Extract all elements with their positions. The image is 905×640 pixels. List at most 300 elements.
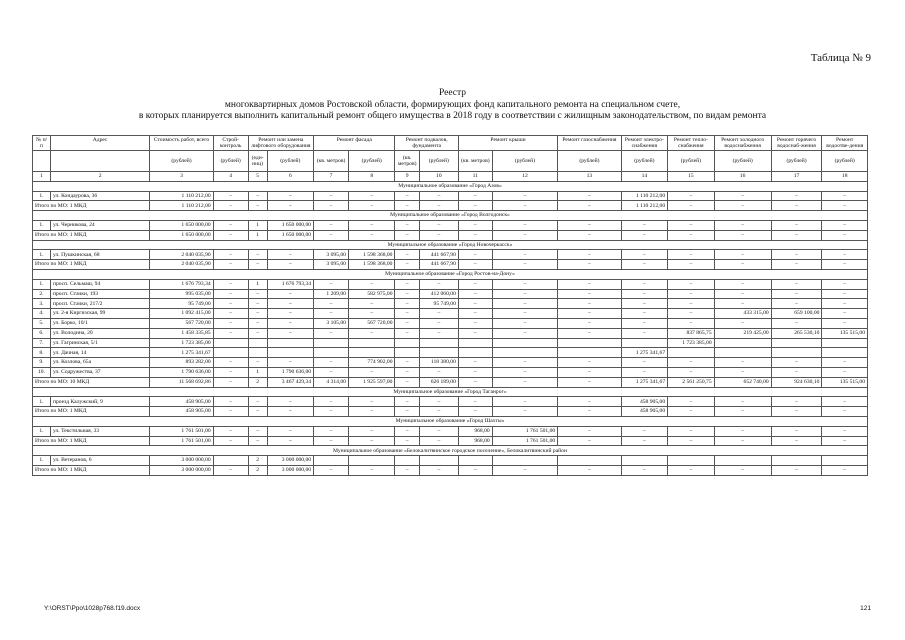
- row-address: ул. Володина, 20: [50, 328, 149, 338]
- table-cell: –: [621, 318, 668, 328]
- municipality-name: Муниципальное образование «Город Новочеркасск»: [33, 240, 868, 250]
- unit-cell: (рублей): [419, 150, 458, 171]
- table-cell: 1: [248, 221, 267, 231]
- total-cell: –: [771, 201, 822, 211]
- table-cell: 3 000 000,00: [267, 456, 314, 466]
- table-cell: –: [395, 191, 419, 201]
- table-cell: –: [668, 397, 715, 407]
- table-cell: [314, 456, 349, 466]
- table-cell: –: [668, 191, 715, 201]
- table-cell: –: [668, 358, 715, 368]
- row-number: 4.: [33, 309, 51, 319]
- table-row: [33, 338, 868, 348]
- table-cell: –: [314, 191, 349, 201]
- total-cell: –: [458, 407, 492, 417]
- table-cell: –: [621, 250, 668, 260]
- table-cell: 995 035,00: [150, 289, 213, 299]
- unit-cell: (кв. метров): [458, 150, 492, 171]
- total-cell: –: [558, 201, 621, 211]
- total-cell: 968,00: [458, 436, 492, 446]
- registry-body: [33, 181, 868, 475]
- table-cell: 1 790 636,00: [150, 367, 213, 377]
- table-cell: –: [558, 309, 621, 319]
- municipality-name: Муниципальное образование «Город Таганрог»: [33, 387, 868, 397]
- row-number: 1.: [33, 279, 51, 289]
- total-cell: –: [771, 260, 822, 270]
- table-cell: –: [558, 397, 621, 407]
- total-cell: –: [419, 436, 458, 446]
- total-cell: 135 515,00: [822, 377, 868, 387]
- table-cell: –: [714, 289, 771, 299]
- table-cell: –: [714, 221, 771, 231]
- total-cell: 2 561 250,75: [668, 377, 715, 387]
- table-cell: –: [348, 191, 395, 201]
- row-number: 2.: [33, 289, 51, 299]
- table-cell: –: [771, 279, 822, 289]
- table-cell: [668, 348, 715, 358]
- table-cell: 774 902,00: [348, 358, 395, 368]
- total-cell: –: [668, 260, 715, 270]
- table-cell: –: [822, 191, 868, 201]
- municipality-section-row: [33, 416, 868, 426]
- total-cell: –: [668, 407, 715, 417]
- table-cell: –: [314, 328, 349, 338]
- municipality-name: Муниципальное образование «Город Волгодонск»: [33, 211, 868, 221]
- total-cell: –: [558, 407, 621, 417]
- total-cell: –: [558, 230, 621, 240]
- column-number: 12: [492, 171, 558, 181]
- table-cell: –: [822, 299, 868, 309]
- table-cell: –: [395, 289, 419, 299]
- table-cell: –: [395, 318, 419, 328]
- total-cell: –: [668, 230, 715, 240]
- column-number: 15: [668, 171, 715, 181]
- total-cell: –: [621, 436, 668, 446]
- table-cell: 1 458 335,85: [150, 328, 213, 338]
- table-cell: [492, 338, 558, 348]
- table-cell: –: [558, 318, 621, 328]
- table-cell: 2: [248, 456, 267, 466]
- table-cell: –: [558, 221, 621, 231]
- repair-registry-table: [32, 135, 868, 476]
- total-cell: –: [771, 407, 822, 417]
- table-cell: 1 761 501,00: [150, 426, 213, 436]
- table-cell: [395, 338, 419, 348]
- header-control: Строй-контроль: [213, 136, 248, 151]
- table-cell: –: [668, 250, 715, 260]
- header-elevator: Ремонт или замена лифтового оборудования: [248, 136, 314, 151]
- total-cell: 11 568 692,86: [150, 377, 213, 387]
- table-cell: [314, 338, 349, 348]
- table-cell: –: [248, 318, 267, 328]
- table-cell: –: [348, 279, 395, 289]
- total-cell: –: [558, 465, 621, 475]
- row-address: ул. Борко, 10/1: [50, 318, 149, 328]
- table-cell: –: [267, 426, 314, 436]
- table-cell: –: [348, 426, 395, 436]
- table-cell: 567 720,00: [348, 318, 395, 328]
- column-number: 18: [822, 171, 868, 181]
- table-cell: –: [492, 299, 558, 309]
- total-cell: –: [458, 201, 492, 211]
- total-cell: –: [458, 377, 492, 387]
- table-cell: –: [248, 289, 267, 299]
- total-label: Итого по МО: 1 МКД: [33, 465, 150, 475]
- table-cell: –: [621, 309, 668, 319]
- unit-cell: (рублей): [150, 150, 213, 171]
- column-numbers-row: [33, 171, 868, 181]
- table-cell: –: [419, 397, 458, 407]
- table-cell: [714, 348, 771, 358]
- header-row: [33, 136, 868, 151]
- header-address: Адрес: [50, 136, 149, 151]
- table-cell: –: [492, 318, 558, 328]
- total-cell: 1 598 368,00: [348, 260, 395, 270]
- table-cell: 95 749,00: [150, 299, 213, 309]
- table-cell: –: [248, 250, 267, 260]
- table-cell: –: [267, 328, 314, 338]
- unit-cell: (рублей): [213, 150, 248, 171]
- total-cell: –: [314, 465, 349, 475]
- unit-cell: (кв. метров): [395, 150, 419, 171]
- total-cell: –: [771, 230, 822, 240]
- total-cell: 1 650 000,00: [267, 230, 314, 240]
- table-cell: 1 676 793,34: [267, 279, 314, 289]
- table-cell: –: [213, 299, 248, 309]
- table-cell: –: [314, 279, 349, 289]
- total-cell: –: [314, 201, 349, 211]
- table-cell: –: [621, 426, 668, 436]
- table-cell: [771, 456, 822, 466]
- total-cell: –: [492, 260, 558, 270]
- row-address: ул. Кондаурова, 36: [50, 191, 149, 201]
- table-cell: –: [248, 299, 267, 309]
- total-cell: –: [558, 377, 621, 387]
- total-cell: –: [248, 407, 267, 417]
- table-number: Таблица № 9: [810, 52, 871, 64]
- table-cell: –: [558, 279, 621, 289]
- table-cell: –: [668, 221, 715, 231]
- header-drainage: Ремонт водоотве-дения: [822, 136, 868, 151]
- table-cell: –: [458, 191, 492, 201]
- unit-cell: (рублей): [771, 150, 822, 171]
- table-cell: [267, 348, 314, 358]
- table-cell: –: [213, 289, 248, 299]
- table-cell: –: [822, 426, 868, 436]
- table-cell: –: [267, 309, 314, 319]
- header-facade: Ремонт фасада: [314, 136, 395, 151]
- table-cell: –: [714, 318, 771, 328]
- total-label: Итого по МО: 1 МКД: [33, 201, 150, 211]
- total-cell: –: [348, 465, 395, 475]
- total-cell: –: [267, 407, 314, 417]
- header-heat: Ремонт тепло-снабжения: [668, 136, 715, 151]
- unit-cell: (рублей): [621, 150, 668, 171]
- total-cell: 1 761 501,00: [150, 436, 213, 446]
- table-cell: –: [458, 250, 492, 260]
- total-cell: –: [213, 201, 248, 211]
- unit-cell: (рублей): [714, 150, 771, 171]
- total-cell: –: [395, 465, 419, 475]
- total-cell: –: [248, 201, 267, 211]
- unit-cell: (рублей): [267, 150, 314, 171]
- table-cell: –: [348, 309, 395, 319]
- table-cell: –: [348, 367, 395, 377]
- title-line-2: многоквартирных домов Ростовской области, формирующих фонд капитального ремонта на специальном счете,: [224, 99, 681, 110]
- table-cell: 3 000 000,00: [150, 456, 213, 466]
- total-cell: –: [348, 407, 395, 417]
- page-number: 121: [860, 605, 871, 612]
- row-number: 3.: [33, 299, 51, 309]
- table-cell: –: [458, 318, 492, 328]
- total-cell: –: [492, 377, 558, 387]
- table-cell: 458 905,00: [150, 397, 213, 407]
- table-cell: [668, 456, 715, 466]
- total-cell: 3 467 429,34: [267, 377, 314, 387]
- municipality-section-row: [33, 446, 868, 456]
- unit-cell: (рублей): [492, 150, 558, 171]
- table-cell: 1 209,00: [314, 289, 349, 299]
- table-cell: [314, 348, 349, 358]
- table-cell: –: [213, 221, 248, 231]
- table-cell: [714, 456, 771, 466]
- total-cell: –: [492, 230, 558, 240]
- table-cell: –: [668, 289, 715, 299]
- total-cell: –: [395, 260, 419, 270]
- total-cell: –: [314, 436, 349, 446]
- table-cell: 458 905,00: [621, 397, 668, 407]
- total-cell: –: [621, 260, 668, 270]
- table-cell: 219 425,00: [714, 328, 771, 338]
- municipality-section-row: [33, 240, 868, 250]
- table-cell: [458, 338, 492, 348]
- table-cell: –: [771, 367, 822, 377]
- table-cell: –: [419, 426, 458, 436]
- table-cell: –: [458, 367, 492, 377]
- table-cell: –: [668, 426, 715, 436]
- table-cell: –: [395, 397, 419, 407]
- table-cell: [822, 348, 868, 358]
- table-cell: [714, 338, 771, 348]
- table-cell: –: [419, 318, 458, 328]
- table-cell: –: [458, 397, 492, 407]
- total-cell: –: [395, 436, 419, 446]
- column-number: 9: [395, 171, 419, 181]
- total-cell: 1 110 212,00: [150, 201, 213, 211]
- municipality-name: Муниципальное образование «Город Азов»: [33, 181, 868, 191]
- table-cell: –: [492, 358, 558, 368]
- table-cell: –: [714, 250, 771, 260]
- table-cell: 441 667,90: [419, 250, 458, 260]
- total-cell: –: [267, 201, 314, 211]
- municipality-section-row: [33, 181, 868, 191]
- table-cell: –: [714, 358, 771, 368]
- table-cell: [458, 348, 492, 358]
- table-cell: 1 790 636,00: [267, 367, 314, 377]
- table-cell: –: [822, 318, 868, 328]
- total-row: [33, 436, 868, 446]
- table-cell: [348, 456, 395, 466]
- table-cell: [267, 338, 314, 348]
- column-number: 10: [419, 171, 458, 181]
- table-cell: –: [248, 358, 267, 368]
- total-cell: 3 000 000,00: [267, 465, 314, 475]
- table-cell: –: [458, 221, 492, 231]
- table-row: [33, 328, 868, 338]
- table-cell: –: [492, 367, 558, 377]
- table-cell: –: [668, 367, 715, 377]
- table-cell: [248, 348, 267, 358]
- total-cell: 1 650 000,00: [150, 230, 213, 240]
- table-cell: –: [492, 328, 558, 338]
- total-cell: –: [419, 201, 458, 211]
- table-row: [33, 279, 868, 289]
- total-cell: 1 110 212,00: [621, 201, 668, 211]
- municipality-section-row: [33, 387, 868, 397]
- table-row: [33, 299, 868, 309]
- table-cell: –: [267, 299, 314, 309]
- municipality-section-row: [33, 269, 868, 279]
- total-cell: –: [248, 260, 267, 270]
- row-address: ул. Ветеранов, 6: [50, 456, 149, 466]
- unit-cell-empty: [33, 150, 51, 171]
- table-cell: –: [714, 367, 771, 377]
- table-cell: –: [822, 397, 868, 407]
- table-cell: –: [558, 289, 621, 299]
- table-cell: 1 275 341,67: [621, 348, 668, 358]
- municipality-name: Муниципальное образование «Город Ростов-на-Дону»: [33, 269, 868, 279]
- total-cell: 1 925 597,00: [348, 377, 395, 387]
- row-number: 8.: [33, 348, 51, 358]
- row-number: 10.: [33, 367, 51, 377]
- total-cell: –: [348, 201, 395, 211]
- table-cell: –: [492, 309, 558, 319]
- row-address: ул. Текстильная, 33: [50, 426, 149, 436]
- table-cell: –: [558, 299, 621, 309]
- total-cell: –: [395, 407, 419, 417]
- total-cell: –: [419, 465, 458, 475]
- row-number: 9.: [33, 358, 51, 368]
- table-cell: [395, 348, 419, 358]
- total-cell: –: [771, 465, 822, 475]
- table-cell: 1 723 385,00: [150, 338, 213, 348]
- total-row: [33, 377, 868, 387]
- table-cell: 1 761 501,00: [492, 426, 558, 436]
- table-cell: –: [668, 309, 715, 319]
- table-cell: –: [213, 328, 248, 338]
- table-cell: –: [668, 299, 715, 309]
- table-cell: [558, 348, 621, 358]
- table-cell: –: [348, 397, 395, 407]
- total-cell: 3 095,00: [314, 260, 349, 270]
- table-cell: –: [419, 279, 458, 289]
- table-cell: –: [395, 309, 419, 319]
- table-cell: 659 100,00: [771, 309, 822, 319]
- total-cell: –: [668, 465, 715, 475]
- table-cell: 893 282,00: [150, 358, 213, 368]
- table-cell: [558, 338, 621, 348]
- total-cell: –: [714, 407, 771, 417]
- total-cell: –: [314, 407, 349, 417]
- table-cell: –: [714, 279, 771, 289]
- table-cell: –: [213, 309, 248, 319]
- table-cell: [348, 348, 395, 358]
- total-cell: 1 761 501,00: [492, 436, 558, 446]
- total-cell: –: [267, 436, 314, 446]
- table-cell: –: [348, 221, 395, 231]
- total-cell: –: [714, 260, 771, 270]
- table-cell: –: [714, 299, 771, 309]
- column-number: 1: [33, 171, 51, 181]
- total-cell: –: [458, 465, 492, 475]
- table-cell: 2 040 035,90: [150, 250, 213, 260]
- table-cell: 3 095,00: [314, 250, 349, 260]
- total-cell: –: [822, 230, 868, 240]
- table-cell: –: [419, 328, 458, 338]
- table-cell: –: [267, 250, 314, 260]
- table-cell: 1 723 385,00: [668, 338, 715, 348]
- table-cell: [822, 338, 868, 348]
- header-gas: Ремонт газоснабжения: [558, 136, 621, 151]
- table-cell: 135 515,00: [822, 328, 868, 338]
- table-cell: –: [395, 367, 419, 377]
- table-cell: [492, 456, 558, 466]
- table-row: [33, 456, 868, 466]
- table-cell: 582 975,00: [348, 289, 395, 299]
- unit-cell: (рублей): [348, 150, 395, 171]
- table-cell: [248, 338, 267, 348]
- table-cell: –: [621, 289, 668, 299]
- table-cell: –: [771, 426, 822, 436]
- table-cell: –: [492, 289, 558, 299]
- table-cell: –: [621, 367, 668, 377]
- table-cell: –: [458, 289, 492, 299]
- table-cell: –: [395, 426, 419, 436]
- table-cell: –: [395, 221, 419, 231]
- column-number: 3: [150, 171, 213, 181]
- row-address: просп. Стачки, 217/2: [50, 299, 149, 309]
- table-cell: [771, 348, 822, 358]
- table-row: [33, 309, 868, 319]
- total-cell: 1: [248, 230, 267, 240]
- table-cell: –: [558, 328, 621, 338]
- unit-cell: (рублей): [668, 150, 715, 171]
- table-cell: –: [558, 250, 621, 260]
- total-cell: –: [348, 436, 395, 446]
- row-address: ул. Содружества, 37: [50, 367, 149, 377]
- table-cell: –: [822, 221, 868, 231]
- total-row: [33, 201, 868, 211]
- table-cell: 1 650 000,00: [267, 221, 314, 231]
- table-cell: –: [395, 250, 419, 260]
- table-cell: –: [714, 426, 771, 436]
- row-number: 1.: [33, 426, 51, 436]
- table-cell: –: [314, 397, 349, 407]
- table-cell: –: [267, 358, 314, 368]
- total-cell: 2: [248, 377, 267, 387]
- table-cell: 433 315,00: [714, 309, 771, 319]
- row-number: 7.: [33, 338, 51, 348]
- table-cell: –: [248, 426, 267, 436]
- table-cell: –: [558, 358, 621, 368]
- total-cell: 3 000 000,00: [150, 465, 213, 475]
- table-row: [33, 191, 868, 201]
- table-cell: –: [621, 358, 668, 368]
- total-cell: 924 630,10: [771, 377, 822, 387]
- table-cell: –: [492, 397, 558, 407]
- total-cell: –: [348, 230, 395, 240]
- units-row: [33, 150, 868, 171]
